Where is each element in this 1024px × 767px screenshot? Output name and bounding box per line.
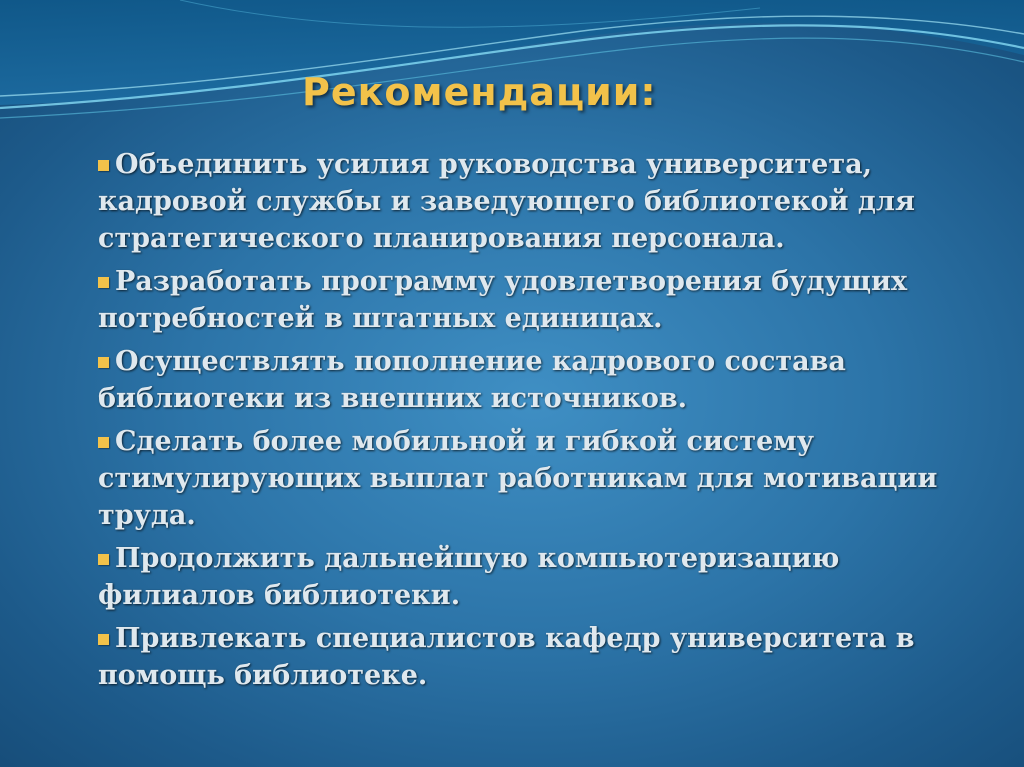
list-item-text: Разработать программу удовлетворения будущих потребностей в штатных единицах. [98,266,908,334]
square-bullet-icon [98,634,109,645]
list-item [98,423,978,534]
list-item-text: Продолжить дальнейшую компьютеризацию филиалов библиотеки. [98,543,840,611]
square-bullet-icon [98,277,109,288]
square-bullet-icon [98,160,109,171]
list-item-text: Осуществлять пополнение кадрового состава библиотеки из внешних источников. [98,346,846,414]
list-item [98,620,978,694]
square-bullet-icon [98,437,109,448]
list-item-text: Сделать более мобильной и гибкой систему стимулирующих выплат работникам для мотивации труда. [98,426,938,531]
recommendations-list [98,146,978,700]
list-item [98,263,978,337]
list-item-text: Объединить усилия руководства университета, кадровой службы и заведующего библиотекой для стратегического планирования персонала. [98,149,915,254]
list-item-text: Привлекать специалистов кафедр университета в помощь библиотеке. [98,623,915,691]
square-bullet-icon [98,554,109,565]
list-item [98,540,978,614]
list-item [98,343,978,417]
list-item [98,146,978,257]
slide-title: Рекомендации: [302,70,657,114]
square-bullet-icon [98,357,109,368]
